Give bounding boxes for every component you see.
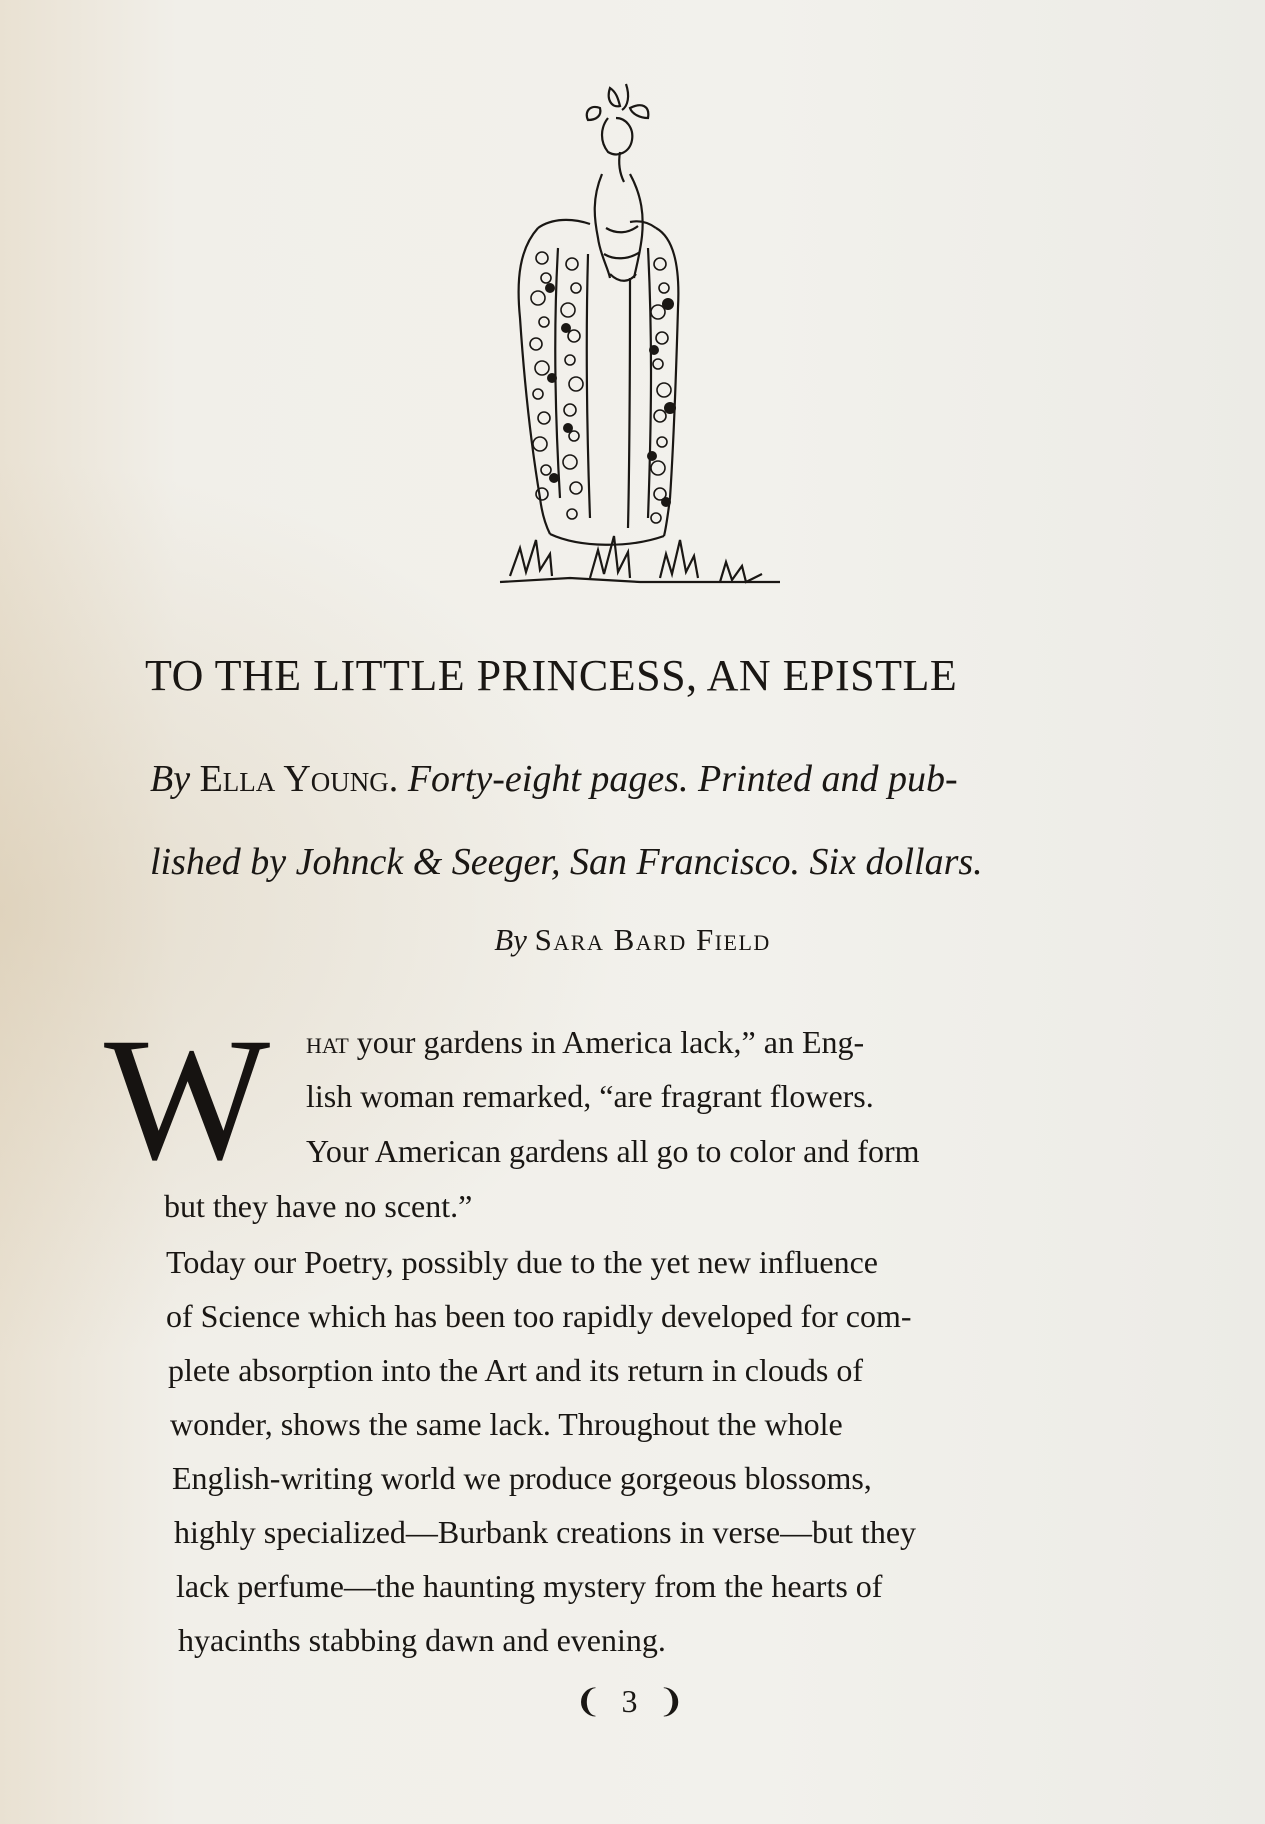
book-author: Ella Young. — [199, 758, 399, 800]
opening-smallcaps: hat — [306, 1024, 349, 1060]
body-line-4: but they have no scent.” — [164, 1188, 473, 1224]
byline-by: By — [150, 758, 191, 800]
reviewer-by: By — [494, 922, 527, 957]
body-line-2: lish woman remarked, “are fragrant flowers. — [306, 1078, 874, 1114]
body-line-1-text: your gardens in America lack,” an Eng- — [356, 1024, 865, 1060]
article-title: TO THE LITTLE PRINCESS, AN EPISTLE — [145, 651, 958, 700]
para2-line-3: plete absorption into the Art and its return in clouds of — [168, 1352, 863, 1388]
para2-line-1: Today our Poetry, possibly due to the yet new influence — [166, 1244, 878, 1280]
body-line-1 — [306, 1026, 1090, 1058]
para2-line-6: highly specialized—Burbank creations in verse—but they — [174, 1514, 917, 1550]
byline-details: Forty-eight pages. Printed and pub- — [407, 758, 958, 800]
para2-line-4: wonder, shows the same lack. Throughout the whole — [170, 1406, 843, 1442]
para2-line-8: hyacinths stabbing dawn and evening. — [178, 1622, 666, 1658]
para2-line-2: of Science which has been too rapidly developed for com- — [166, 1298, 912, 1334]
para2-line-7: lack perfume—the haunting mystery from the hearts of — [176, 1568, 883, 1604]
body-line-3: Your American gardens all go to color and form — [306, 1133, 920, 1169]
para2-line-5: English-writing world we produce gorgeous blossoms, — [172, 1460, 872, 1496]
byline-line-2: lished by Johnck & Seeger, San Francisco. Six dollars. — [150, 841, 983, 883]
page-number: ❨ 3 ❩ — [574, 1683, 691, 1719]
reviewer-name: Sara Bard Field — [534, 922, 771, 957]
drop-cap: W — [104, 1002, 271, 1197]
